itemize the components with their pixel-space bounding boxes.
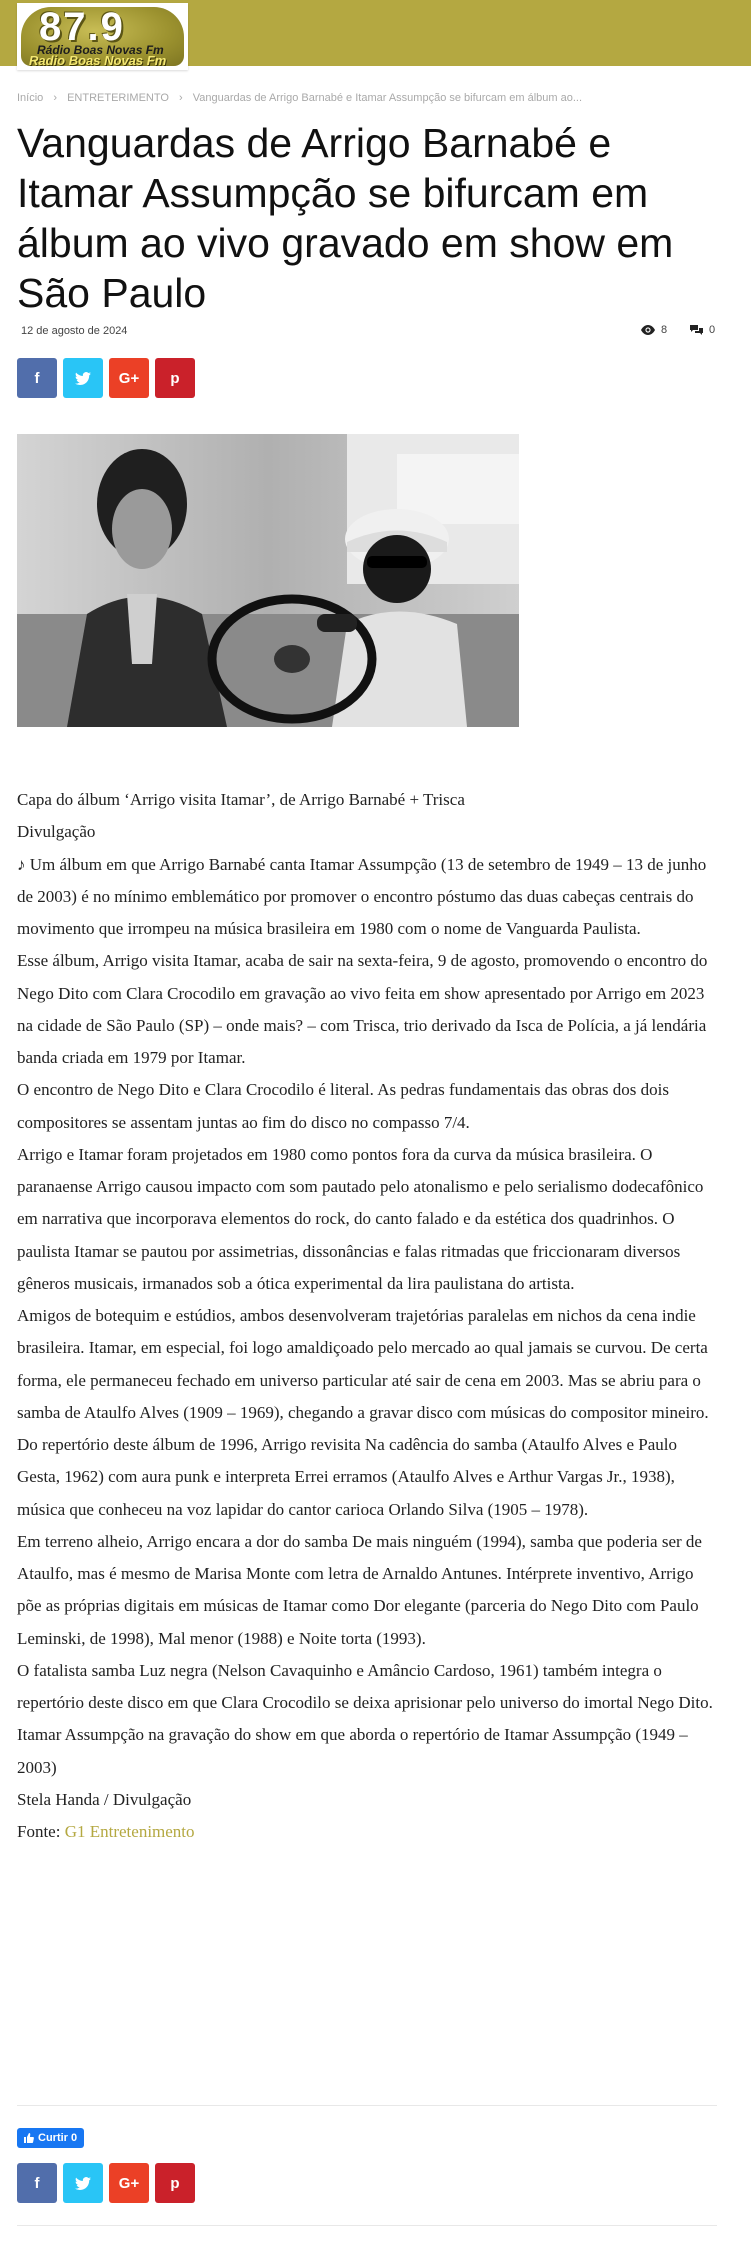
image-credit: Divulgação (17, 822, 96, 842)
thumbs-up-icon (24, 2133, 34, 2143)
page-title: Vanguardas de Arrigo Barnabé e Itamar Assumpção se bifurcam em álbum ao vivo gravado em show em São Paulo (17, 120, 674, 316)
googleplus-icon: G+ (118, 369, 140, 387)
like-label: Curtir 0 (38, 2132, 78, 2144)
comment-count-value: 0 (709, 324, 716, 336)
source-label: Fonte: (17, 1822, 61, 1841)
comment-count[interactable] (690, 324, 715, 336)
divider (17, 2225, 717, 2226)
facebook-share-button[interactable] (17, 2163, 57, 2203)
article-paragraph: Em terreno alheio, Arrigo encara a dor do samba De mais ninguém (1994), samba que poderia ser de Ataulfo, mas é mesmo de Marisa Monte com letra de Arnaldo Antunes. Intérprete inventivo, Arrigo põe as próprias digitais em músicas de Itamar como Dor elegante (parceria do Nego Dito com Paulo Leminski, de 1998), Mal menor (1988) e Noite torta (1993). (17, 1531, 702, 1648)
divider (17, 2105, 717, 2106)
logo-frequency: 87.9 (39, 5, 125, 49)
facebook-icon: f (34, 2174, 40, 2192)
logo-name-line2: Radio Boas Novas Fm (29, 53, 167, 68)
share-buttons-top (17, 358, 195, 398)
article-body (17, 784, 717, 1848)
breadcrumb-current: Vanguardas de Arrigo Barnabé e Itamar Assumpção se bifurcam em álbum ao... (192, 92, 583, 104)
album-cover-photo (17, 434, 519, 727)
article-paragraph: Amigos de botequim e estúdios, ambos desenvolveram trajetórias paralelas em nichos da cena indie brasileira. Itamar, em especial, foi logo amaldiçoado pelo mercado ao qual jamais se curvou. De certa forma, ele permaneceu fechado em universo particular até sair de cena em 2003. Mas se abriu para o samba de Ataulfo Alves (1909 – 1969), chegando a gravar disco com músicas do compositor mineiro. (17, 1306, 709, 1422)
googleplus-share-button[interactable] (109, 358, 149, 398)
breadcrumb-separator: › (179, 92, 183, 104)
breadcrumb (17, 92, 737, 104)
header-bar (0, 0, 751, 66)
logo-name-line1: Rádio Boas Novas Fm (37, 43, 164, 57)
source-line (17, 1816, 717, 1848)
facebook-icon: f (34, 369, 40, 387)
post-date: 12 de agosto de 2024 (21, 325, 128, 337)
twitter-share-button[interactable] (63, 2163, 103, 2203)
article-paragraph: Do repertório deste álbum de 1996, Arrigo revisita Na cadência do samba (Ataulfo Alves e Paulo Gesta, 1962) com aura punk e interpreta Errei erramos (Ataulfo Alves e Arthur Vargas Jr., 1938), música que conheceu na voz lapidar do cantor carioca Orlando Silva (1905 – 1978). (17, 1435, 677, 1519)
twitter-icon (75, 2177, 91, 2190)
googleplus-share-button[interactable] (109, 2163, 149, 2203)
article-paragraph: Esse álbum, Arrigo visita Itamar, acaba de sair na sexta-feira, 9 de agosto, promovendo o encontro do Nego Dito com Clara Crocodilo em gravação ao vivo feita em show apresentado por Arrigo em 2023 na cidade de São Paulo (SP) – onde mais? – com Trisca, trio derivado da Isca de Polícia, a já lendária banda criada em 1979 por Itamar. (17, 951, 708, 1067)
article-paragraph: O fatalista samba Luz negra (Nelson Cavaquinho e Amâncio Cardoso, 1961) também integra o repertório deste disco em que Clara Crocodilo se deixa aprisionar pelo universo do imortal Nego Dito. (17, 1660, 713, 1712)
twitter-icon (75, 372, 91, 385)
image-caption: Capa do álbum ‘Arrigo visita Itamar’, de Arrigo Barnabé + Trisca (17, 790, 465, 809)
comments-icon (690, 325, 703, 336)
view-count-value: 8 (661, 324, 668, 336)
pinterest-share-button[interactable] (155, 358, 195, 398)
breadcrumb-separator: › (53, 92, 58, 104)
image-caption: Itamar Assumpção na gravação do show em que aborda o repertório de Itamar Assumpção (1949 – 2003) (17, 1725, 688, 1777)
breadcrumb-home[interactable]: Início (17, 92, 44, 104)
facebook-share-button[interactable] (17, 358, 57, 398)
pinterest-icon: p (170, 369, 180, 387)
article-paragraph: O encontro de Nego Dito e Clara Crocodilo é literal. As pedras fundamentais das obras dos dois compositores se assentam juntas ao fim do disco no compasso 7/4. (17, 1080, 669, 1132)
breadcrumb-category[interactable]: ENTRETERIMENTO (67, 92, 169, 104)
twitter-share-button[interactable] (63, 358, 103, 398)
facebook-like-button[interactable] (17, 2128, 84, 2148)
pinterest-icon: p (170, 2174, 180, 2192)
article-image (17, 434, 519, 727)
eye-icon (641, 325, 655, 335)
googleplus-icon: G+ (118, 2174, 140, 2192)
view-count (641, 324, 667, 336)
share-buttons-bottom (17, 2163, 195, 2203)
article-paragraph: ♪ Um álbum em que Arrigo Barnabé canta Itamar Assumpção (13 de setembro de 1949 – 13 de junho de 2003) é no mínimo emblemático por promover o encontro póstumo das duas cabeças centrais do movimento que irrompeu na música brasileira em 1980 com o nome de Vanguarda Paulista. (17, 854, 707, 938)
source-link[interactable]: G1 Entretenimento (64, 1822, 195, 1841)
article-paragraph: Arrigo e Itamar foram projetados em 1980 como pontos fora da curva da música brasileira. O paranaense Arrigo causou impacto com som pautado pelo atonalismo e pelo serialismo dodecafônico em narrativa que incorporava elementos do rock, do canto falado e da estética dos quadrinhos. O paulista Itamar se pautou por assimetrias, dissonâncias e falas ritmadas que friccionaram diversos gêneros musicais, irmanados sob a ótica experimental da lira paulistana do artista. (17, 1144, 704, 1293)
pinterest-share-button[interactable] (155, 2163, 195, 2203)
site-logo[interactable] (17, 3, 188, 70)
image-credit: Stela Handa / Divulgação (17, 1789, 192, 1809)
